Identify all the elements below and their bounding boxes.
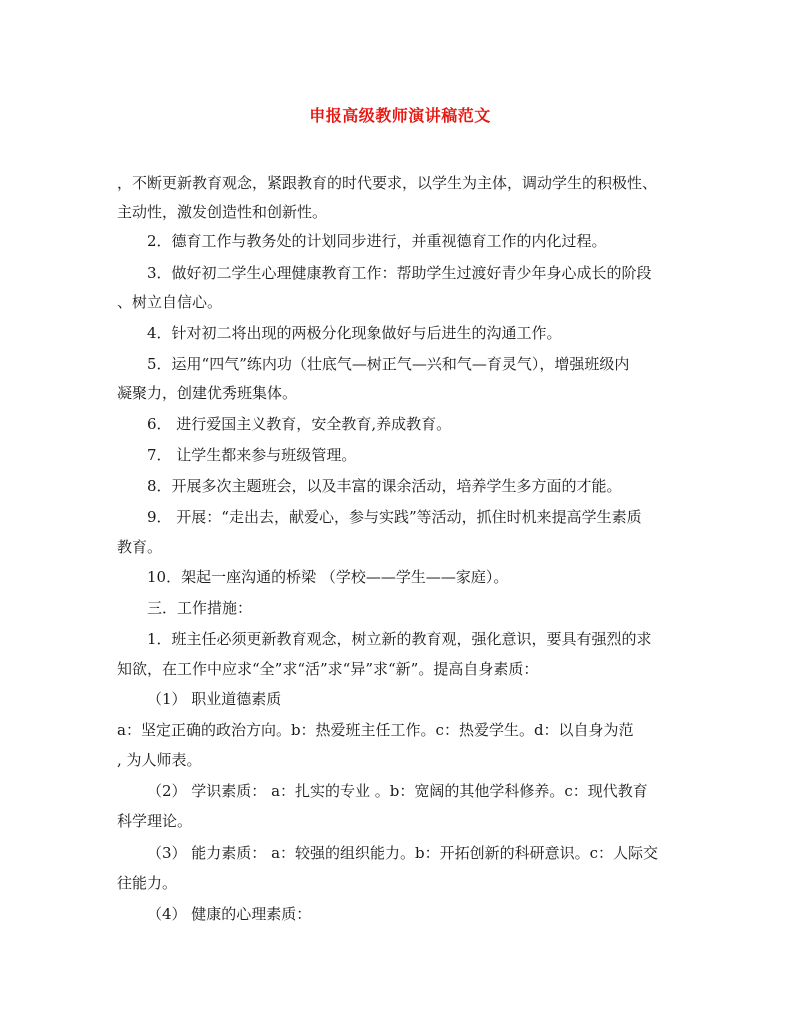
body-line: 6． 进行爱国主义教育，安全教育,养成教育。: [147, 415, 452, 433]
body-line: 7． 让学生都来参与班级管理。: [147, 446, 357, 464]
body-line: a：坚定正确的政治方向。b：热爱班主任工作。c：热爱学生。d：以自身为范: [117, 721, 634, 739]
body-line: 往能力。: [117, 874, 178, 892]
body-line: （2） 学识素质： a：扎实的专业 。b：宽阔的其他学科修养。c：现代教育: [147, 782, 648, 800]
body-line: 10．架起一座沟通的桥梁 （学校——学生——家庭）。: [147, 568, 509, 586]
body-line: 1．班主任必须更新教育观念，树立新的教育观，强化意识，要具有强烈的求: [147, 630, 652, 648]
body-line: 9． 开展：“走出去，献爱心，参与实践”等活动，抓住时机来提高学生素质: [147, 508, 642, 526]
body-line: 科学理论。: [117, 812, 193, 830]
body-line: 4．针对初二将出现的两极分化现象做好与后进生的沟通工作。: [147, 324, 562, 342]
body-line: 主动性，激发创造性和创新性。: [117, 203, 328, 221]
body-line: 2．德育工作与教务处的计划同步进行，并重视德育工作的内化过程。: [147, 232, 607, 250]
document-title: 申报高级教师演讲稿范文: [309, 106, 491, 125]
body-line: 、树立自信心。: [117, 293, 223, 311]
body-line: （3） 能力素质： a：较强的组织能力。b：开拓创新的科研意识。c：人际交: [147, 844, 659, 862]
body-line: 教育。: [117, 538, 163, 556]
body-line: 凝聚力，创建优秀班集体。: [117, 384, 298, 402]
body-line: （1） 职业道德素质: [147, 690, 282, 708]
body-line: , 为人师表。: [117, 751, 202, 769]
body-line: （4） 健康的心理素质：: [147, 905, 312, 923]
body-line: 3．做好初二学生心理健康教育工作：帮助学生过渡好青少年身心成长的阶段: [147, 264, 652, 282]
body-line: 5．运用“四气”练内功（壮底气—树正气—兴和气—育灵气），增强班级内: [147, 355, 630, 373]
body-line: 三．工作措施：: [147, 599, 253, 617]
body-line: ，不断更新教育观念，紧跟教育的时代要求，以学生为主体，调动学生的积极性、: [117, 174, 658, 192]
body-line: 8．开展多次主题班会，以及丰富的课余活动，培养学生多方面的才能。: [147, 477, 622, 495]
body-line: 知欲，在工作中应求“全”求“活”求“异”求“新”。提高自身素质：: [117, 660, 539, 678]
